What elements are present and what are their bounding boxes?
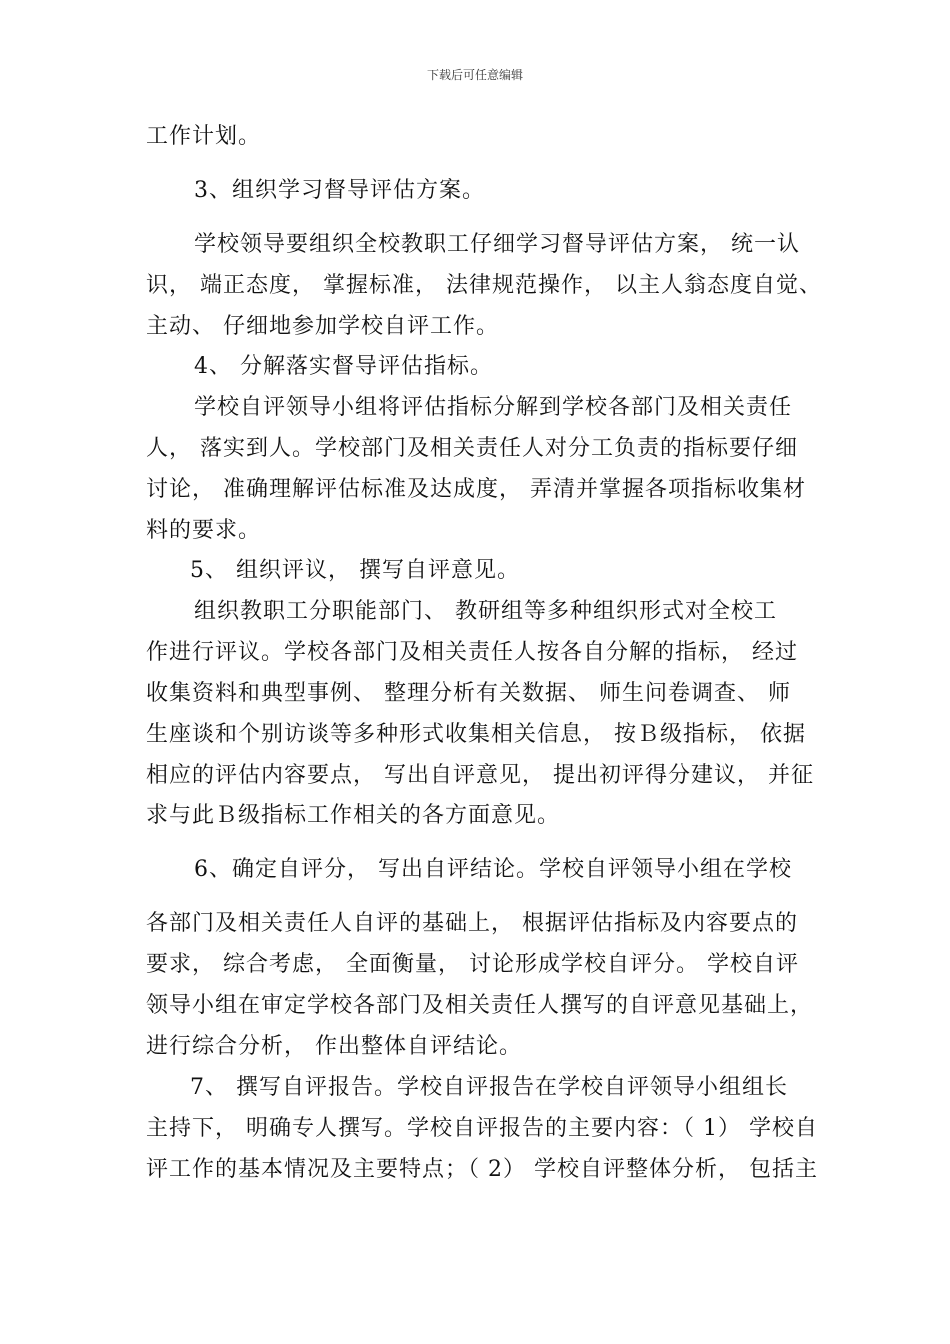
text-line: 主动、 仔细地参加学校自评工作。 [146, 314, 499, 339]
text-line: 生座谈和个别访谈等多种形式收集相关信息， 按Ｂ级指标， 依据 [146, 722, 806, 747]
text-line: 人， 落实到人。学校部门及相关责任人对分工负责的指标要仔细 [146, 436, 798, 461]
section-heading: 4、 分解落实督导评估指标。 [194, 354, 493, 379]
text-line: 作进行评议。学校各部门及相关责任人按各自分解的指标， 经过 [146, 640, 798, 665]
text-line: 讨论， 准确理解评估标准及达成度， 弄清并掌握各项指标收集材 [146, 477, 806, 502]
section-heading: 3、组织学习督导评估方案。 [194, 178, 485, 203]
text-line: 要求， 综合考虑， 全面衡量， 讨论形成学校自评分。 学校自评 [146, 952, 799, 977]
page-header-note: 下载后可任意编辑 [426, 68, 523, 82]
text-line: 料的要求。 [146, 518, 262, 543]
text-line: 求与此Ｂ级指标工作相关的各方面意见。 [146, 803, 561, 828]
text-line: 收集资料和典型事例、 整理分析有关数据、 师生问卷调查、 师 [146, 681, 791, 706]
text-line: 学校自评领导小组将评估指标分解到学校各部门及相关责任 [194, 395, 793, 420]
text-line: 组织教职工分职能部门、 教研组等多种组织形式对全校工 [194, 599, 777, 624]
text-line: 工作计划。 [146, 124, 262, 149]
text-line: 相应的评估内容要点， 写出自评意见， 提出初评得分建议， 并征 [146, 763, 814, 788]
text-line: 评工作的基本情况及主要特点；（ 2） 学校自评整体分析， 包括主 [146, 1157, 818, 1182]
text-line: 领导小组在审定学校各部门及相关责任人撰写的自评意见基础上， [146, 993, 814, 1018]
text-line: 主持下， 明确专人撰写。学校自评报告的主要内容：（ 1） 学校自 [146, 1116, 818, 1141]
text-line: 各部门及相关责任人自评的基础上， 根据评估指标及内容要点的 [146, 911, 798, 936]
text-line: 进行综合分析， 作出整体自评结论。 [146, 1034, 522, 1059]
section-heading: 6、确定自评分， 写出自评结论。学校自评领导小组在学校 [194, 857, 792, 882]
section-heading: 5、 组织评议， 撰写自评意见。 [190, 558, 520, 583]
section-heading: 7、 撰写自评报告。学校自评报告在学校自评领导小组组长 [190, 1075, 788, 1100]
text-line: 识， 端正态度， 掌握标准， 法律规范操作， 以主人翁态度自觉、 [146, 273, 822, 298]
text-line: 学校领导要组织全校教职工仔细学习督导评估方案， 统一认 [194, 232, 800, 257]
